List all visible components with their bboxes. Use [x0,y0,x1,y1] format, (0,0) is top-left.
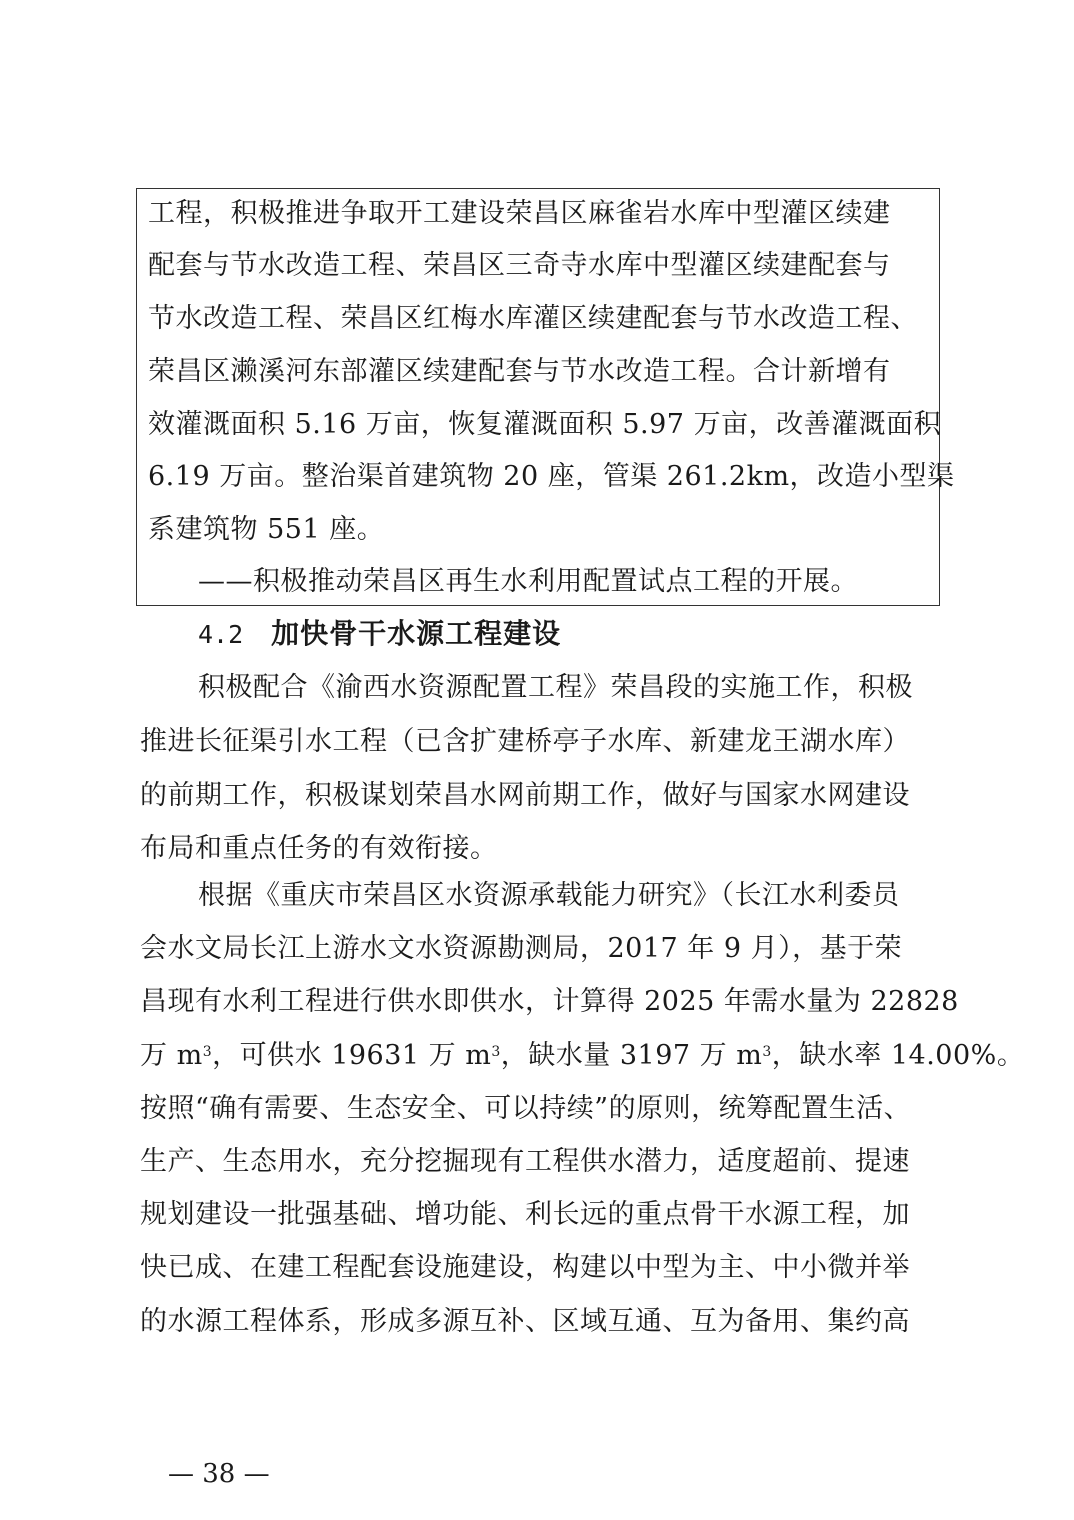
para2-line-9: 的水源工程体系，形成多源互补、区域互通、互为备用、集约高 [140,1306,910,1337]
superscript-3: 3 [762,1044,772,1060]
page-number: — 38 — [168,1459,270,1489]
para2-line-4 [140,1036,1024,1076]
para2-line-4-part2: ，可供水 19631 万 m [212,1040,492,1071]
para2-line-5: 按照“确有需要、生态安全、可以持续”的原则，统筹配置生活、 [140,1093,912,1124]
para2-line-1: 根据《重庆市荣昌区水资源承载能力研究》（长江水利委员 [198,880,900,911]
box-line-4: 荣昌区濑溪河东部灌区续建配套与节水改造工程。合计新增有 [148,356,891,387]
para2-line-4-part1: 万 m [140,1040,203,1071]
box-line-8: ——积极推动荣昌区再生水利用配置试点工程的开展。 [198,566,858,597]
box-line-2: 配套与节水改造工程、荣昌区三奇寺水库中型灌区续建配套与 [148,250,891,281]
section-heading [198,614,561,655]
para2-line-8: 快已成、在建工程配套设施建设，构建以中型为主、中小微并举 [140,1252,910,1283]
superscript-3: 3 [202,1044,213,1060]
para2-line-4-part4: ，缺水率 14.00%。 [771,1040,1025,1071]
box-line-1: 工程，积极推进争取开工建设荣昌区麻雀岩水库中型灌区续建 [148,198,891,229]
para2-line-7: 规划建设一批强基础、增功能、利长远的重点骨干水源工程，加 [140,1199,910,1230]
box-line-5: 效灌溉面积 5.16 万亩，恢复灌溉面积 5.97 万亩，改善灌溉面积 [148,409,942,440]
box-line-7: 系建筑物 551 座。 [148,514,385,545]
box-line-3: 节水改造工程、荣昌区红梅水库灌区续建配套与节水改造工程、 [148,303,918,334]
para1-line-3: 的前期工作，积极谋划荣昌水网前期工作，做好与国家水网建设 [140,780,910,811]
box-line-6: 6.19 万亩。整治渠首建筑物 20 座，管渠 261.2km，改造小型渠 [148,461,955,492]
para1-line-1: 积极配合《渝西水资源配置工程》荣昌段的实施工作，积极 [198,672,913,703]
para2-line-2: 会水文局长江上游水文水资源勘测局，2017 年 9 月），基于荣 [140,933,903,964]
superscript-3: 3 [491,1044,501,1060]
para2-line-4-part3: ，缺水量 3197 万 m [500,1040,763,1071]
para1-line-2: 推进长征渠引水工程（已含扩建桥亭子水库、新建龙王湖水库） [140,726,910,757]
section-number: 4.2 [198,620,244,649]
para2-line-6: 生产、生态用水，充分挖掘现有工程供水潜力，适度超前、提速 [140,1146,910,1177]
para1-line-4: 布局和重点任务的有效衔接。 [140,833,498,864]
section-title: 加快骨干水源工程建设 [271,617,562,650]
para2-line-3: 昌现有水利工程进行供水即供水，计算得 2025 年需水量为 22828 [140,986,959,1017]
